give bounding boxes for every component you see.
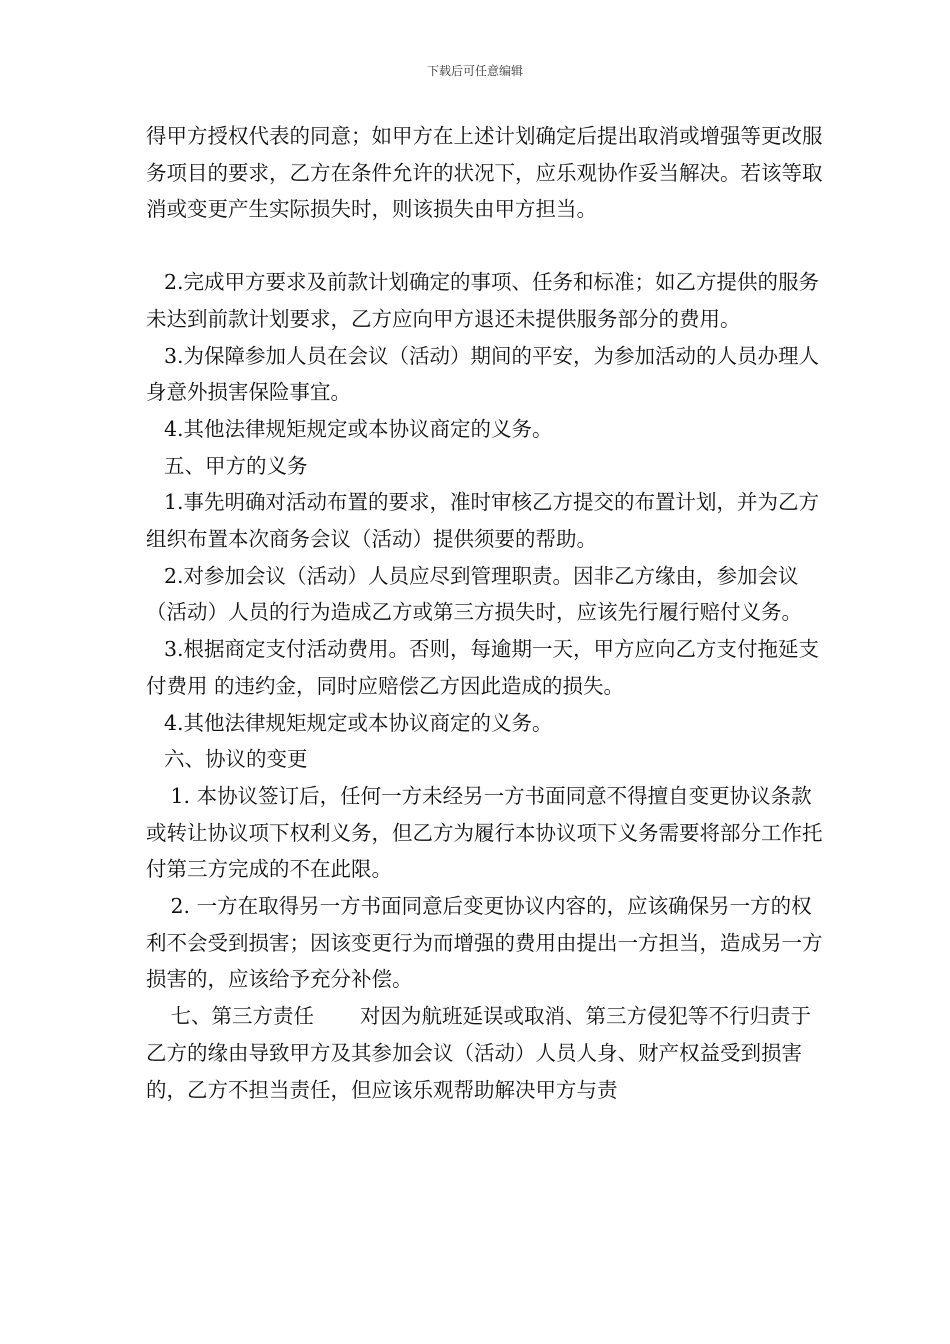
section-7-paragraph xyxy=(146,998,826,1108)
section-heading-7: 七、第三方责任 xyxy=(164,1004,315,1029)
paragraph-b4: 4.其他法律规矩规定或本协议商定的义务。 xyxy=(164,416,553,441)
paragraph-d1: 1. 本协议签订后，任何一方未经另一方书面同意不得擅自变更协议条款或转让协议项下权利义务，但乙方为履行本协议项下义务需要将部分工作托付第三方完成的不在此限。 xyxy=(146,783,823,882)
paragraph-continuation: 得甲方授权代表的同意；如甲方在上述计划确定后提出取消或增强等更改服务项目的要求，乙方在条件允许的状况下，应乐观协作妥当解决。若该等取消或变更产生实际损失时，则该损失由甲方担当。 xyxy=(146,124,823,222)
document-body xyxy=(146,118,826,1108)
paragraph-b3: 3.为保障参加人员在会议（活动）期间的平安，为参加活动的人员办理人身意外损害保险事宜。 xyxy=(146,343,820,405)
page-header: 下载后可任意编辑 xyxy=(426,64,523,78)
section-heading-5: 五、甲方的义务 xyxy=(164,453,308,478)
paragraph-c4: 4.其他法律规矩规定或本协议商定的义务。 xyxy=(164,710,553,735)
section-7-text: 对因为航班延误或取消、第三方侵犯等不行归责于乙方的缘由导致甲方及其参加会议（活动）人员人身、财产权益受到损害的，乙方不担当责任，但应该乐观帮助解决甲方与责 xyxy=(146,1004,812,1102)
paragraph-b2: 2.完成甲方要求及前款计划确定的事项、任务和标准；如乙方提供的服务未达到前款计划要求，乙方应向甲方退还未提供服务部分的费用。 xyxy=(146,270,820,331)
paragraph-d2: 2. 一方在取得另一方书面同意后变更协议内容的，应该确保另一方的权利不会受到损害；因该变更行为而增强的费用由提出一方担当，造成另一方损害的，应该给予充分补偿。 xyxy=(146,894,823,992)
section-heading-6: 六、协议的变更 xyxy=(164,747,308,772)
paragraph-c3: 3.根据商定支付活动费用。否则，每逾期一天，甲方应向乙方支付拖延支付费用 的违约金，同时应赔偿乙方因此造成的损失。 xyxy=(146,637,820,698)
paragraph-c1: 1.事先明确对活动布置的要求，准时审核乙方提交的布置计划，并为乙方组织布置本次商务会议（活动）提供须要的帮助。 xyxy=(146,490,820,552)
paragraph-c2: 2.对参加会议（活动）人员应尽到管理职责。因非乙方缘由，参加会议（活动）人员的行为造成乙方或第三方损失时，应该先行履行赔付义务。 xyxy=(146,563,802,625)
